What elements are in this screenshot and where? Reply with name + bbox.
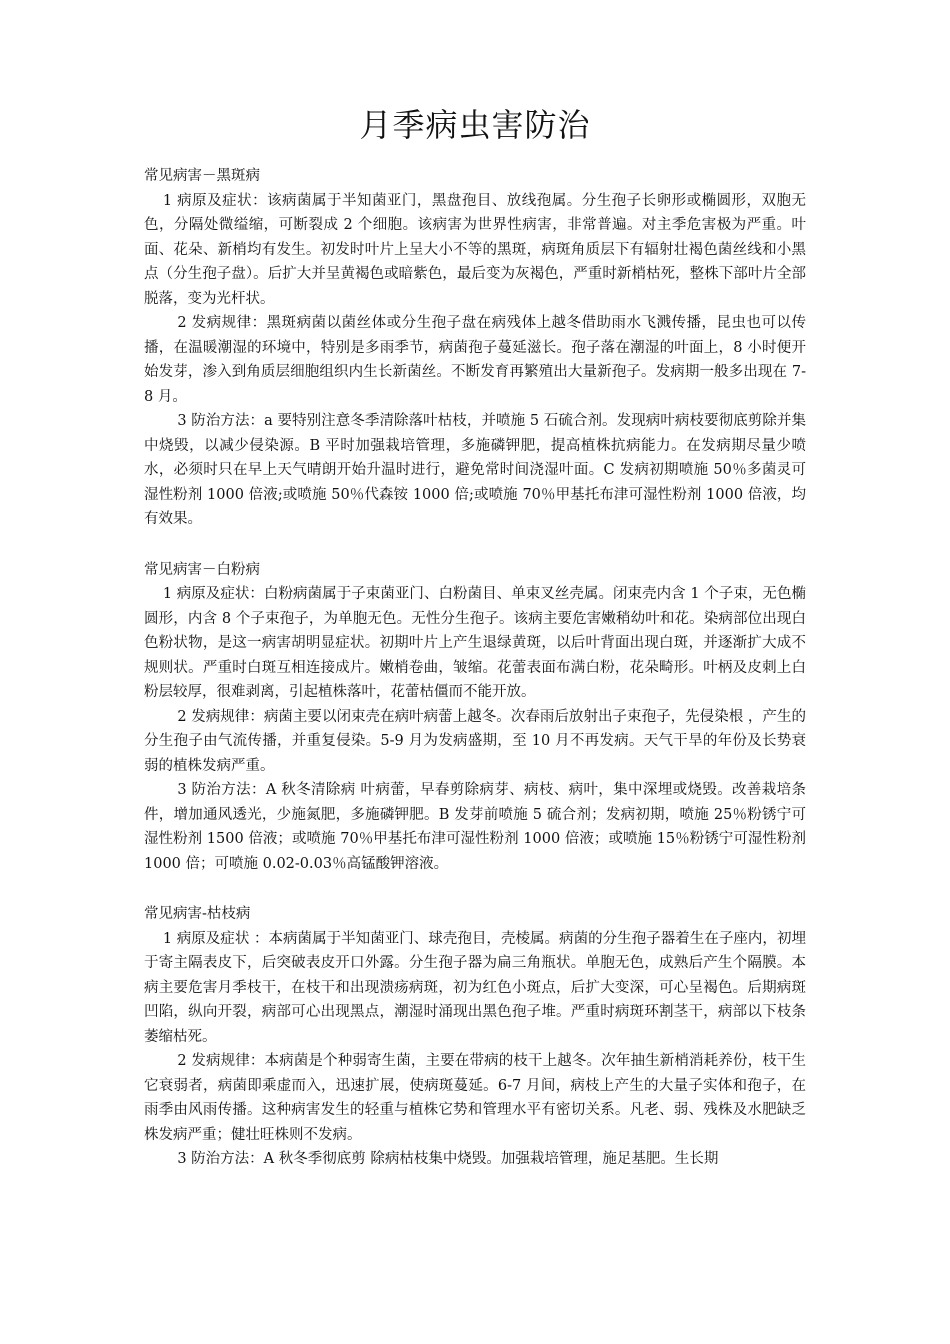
document-body [144, 164, 806, 1198]
paragraph-control-methods: 3 防治方法：A 秋冬清除病 叶病蕾，早春剪除病芽、病枝、病叶，集中深埋或烧毁。改善栽培条件，增加通风透光，少施氮肥，多施磷钾肥。B 发芽前喷施 5 硫合剂；发病初期，喷施 25％粉锈宁可湿性粉剂 1500 倍液；或喷施 70％甲基托布津可湿性粉剂 1000 倍液；或喷施 15％粉锈宁可湿性粉剂 1000 倍；可喷施 0.02-0.03％高锰酸钾溶液。 [144, 782, 806, 872]
section-heading: 常见病害－白粉病 [144, 561, 260, 578]
paragraph-pathogen-symptoms: 1 病原及症状 ：本病菌属于半知菌亚门、球壳孢目，壳棱属。病菌的分生孢子器着生在子座内，初埋于寄主隔表皮下，后突破表皮开口外露。分生孢子器为扁三角瓶状。单胞无色，成熟后产生个隔膜。本病主要危害月季枝干，在枝干和出现溃疡病斑，初为红色小斑点，后扩大变深，可心呈褐色。后期病斑凹陷，纵向开裂，病部可心出现黑点，潮湿时涌现出黑色孢子堆。严重时病斑环割茎干，病部以下枝条萎缩枯死。 [144, 930, 806, 1045]
paragraph-disease-pattern: 2 发病规律：病菌主要以闭束壳在病叶病蕾上越冬。次春雨后放射出子束孢子，先侵染根 ，产生的分生孢子由气流传播，并重复侵染。5-9 月为发病盛期，至 10 月不再发病。天气干旱的年份及长势衰弱的植株发病严重。 [144, 708, 806, 774]
section-heading: 常见病害-枯枝病 [144, 906, 251, 922]
paragraph-disease-pattern: 2 发病规律：本病菌是个种弱寄生菌，主要在带病的枝干上越冬。次年抽生新梢消耗养份，枝干生它衰弱者，病菌即乘虚而入，迅速扩展，使病斑蔓延。6-7 月间，病枝上产生的大量子实体和孢子，在雨季由风雨传播。这种病害发生的轻重与植株它势和管理水平有密切关系。凡老、弱、残株及水肥缺乏株发病严重；健壮旺株则不发病。 [144, 1053, 806, 1143]
paragraph-control-methods: 3 防治方法：A 秋冬季彻底剪 除病枯枝集中烧毁。加强栽培管理，施足基肥。生长期 [177, 1151, 719, 1167]
paragraph-control-methods: 3 防治方法：a 要特别注意冬季清除落叶枯枝，并喷施 5 石硫合剂。发现病叶病枝要彻底剪除并集中烧毁，以减少侵染源。B 平时加强栽培管理，多施磷钾肥，提高植株抗病能力。在发病期尽量少喷水，必须时只在早上天气晴朗开始升温时进行，避免常时间浇湿叶面。C 发病初期喷施 50％多菌灵可湿性粉剂 1000 倍液;或喷施 50％代森铵 1000 倍;或喷施 70％甲基托布津可湿性粉剂 1000 倍液，均有效果。 [144, 413, 806, 527]
section-black-spot [144, 164, 806, 532]
section-dieback [144, 902, 806, 1172]
paragraph-disease-pattern: 2 发病规律：黑斑病菌以菌丝体或分生孢子盘在病残体上越冬借助雨水飞溅传播，昆虫也可以传播，在温暖潮湿的环境中，特别是多雨季节，病菌孢子蔓延滋长。孢子落在潮湿的叶面上，8 小时便开始发芽，渗入到角质层细胞组织内生长新菌丝。不断发育再繁殖出大量新孢子。发病期一般多出现在 7-8 月。 [144, 315, 806, 405]
paragraph-pathogen-symptoms: 1 病原及症状：白粉病菌属于子束菌亚门、白粉菌目、单束叉丝壳属。闭束壳内含 1 个子束，无色椭圆形，内含 8 个子束孢子，为单胞无色。无性分生孢子。该病主要危害嫩稍幼叶和花。染病部位出现白色粉状物，是这一病害胡明显症状。初期叶片上产生退绿黄斑，以后叶背面出现白斑，并逐渐扩大成不规则状。严重时白斑互相连接成片。嫩梢卷曲，皱缩。花蕾表面布满白粉，花朵畸形。叶柄及皮刺上白粉层较厚，很难剥离，引起植株落叶，花蕾枯僵而不能开放。 [144, 586, 806, 700]
section-heading: 常见病害－黑斑病 [144, 168, 260, 184]
section-powdery-mildew [144, 558, 806, 877]
page-title: 月季病虫害防治 [359, 106, 591, 144]
paragraph-pathogen-symptoms: 1 病原及症状：该病菌属于半知菌亚门，黑盘孢目、放线孢属。分生孢子长卵形或椭圆形，双胞无色，分隔处微缢缩，可断裂成 2 个细胞。该病害为世界性病害，非常普遍。对主季危害极为严重。叶面、花朵、新梢均有发生。初发时叶片上呈大小不等的黑斑，病斑角质层下有辐射壮褐色菌丝线和小黑点（分生孢子盘）。后扩大并呈黄褐色或暗紫色，最后变为灰褐色，严重时新梢枯死，整株下部叶片全部脱落，变为光杆状。 [144, 192, 806, 307]
